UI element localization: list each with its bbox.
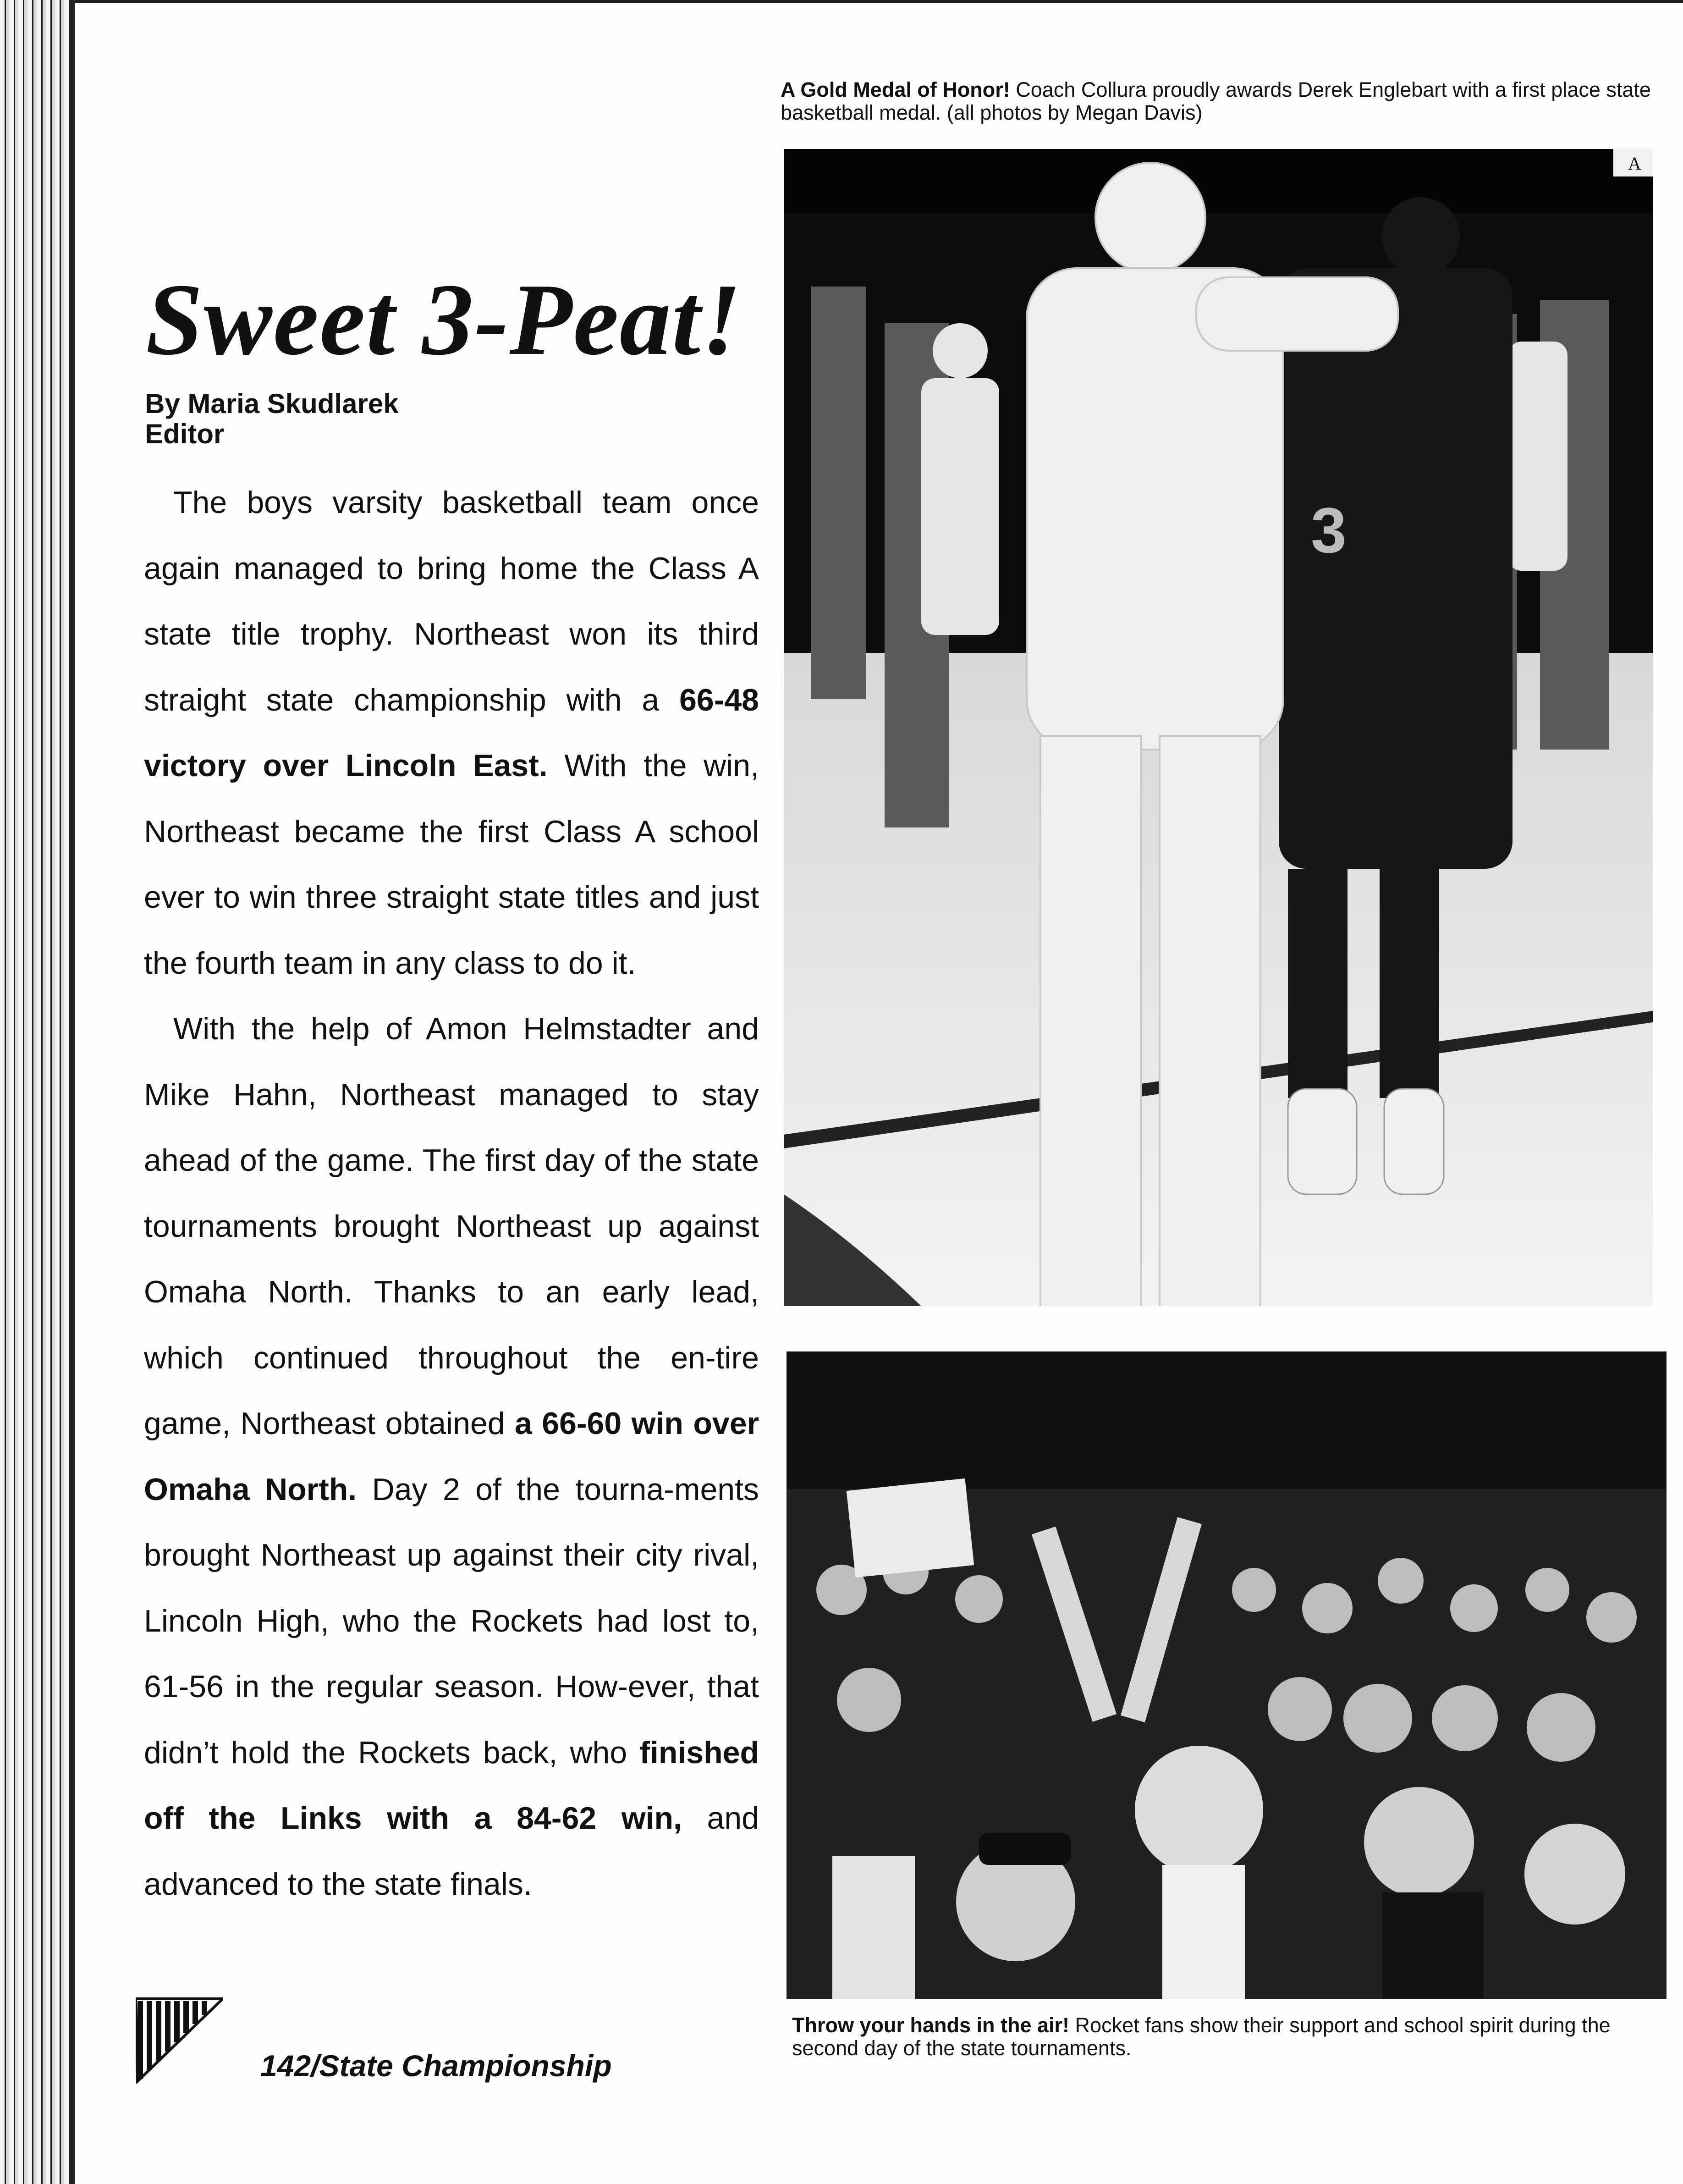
article-title: Sweet 3-Peat! xyxy=(146,263,742,376)
byline-author: By Maria Skudlarek xyxy=(145,388,399,419)
page-folio: 142/State Championship xyxy=(260,2049,612,2083)
bottom-photo-caption xyxy=(792,2014,1681,2060)
article-body xyxy=(144,470,759,1917)
article-text: and advanced to the state finals. xyxy=(144,1801,759,1902)
article-paragraph xyxy=(144,996,759,1917)
caption-text: Rocket fans show their support and school spirit during the second day of the state tournaments. xyxy=(792,2013,1611,2060)
page-binding-edge xyxy=(0,0,69,2184)
caption-lead: Throw your hands in the air! xyxy=(792,2013,1070,2037)
byline-role: Editor xyxy=(145,419,225,449)
article-text: The boys varsity basketball team once again managed to bring home the Class A state title trophy. Northeast won its third straight state championship with a xyxy=(144,485,759,717)
crowd-celebration-photo xyxy=(786,1351,1666,1999)
caption-text: Coach Collura proudly awards Derek Englebart with a first place state basketball medal. (all photos by Megan Davis) xyxy=(781,78,1651,124)
article-paragraph xyxy=(144,470,759,996)
medal-ceremony-photo-drawing xyxy=(784,149,1653,1306)
article-text: With the win, Northeast became the first Class A school ever to win three straight state titles and just the fourth team in any class to do it. xyxy=(144,748,759,981)
page-top-edge xyxy=(69,0,1683,3)
article-highlight: 66-48 victory over Lincoln East. xyxy=(144,682,759,783)
school-logo-icon xyxy=(136,1996,223,2084)
article-highlight: a 66-60 win over Omaha North. xyxy=(144,1406,759,1507)
article-text: With the help of Amon Helmstadter and Mike Hahn, Northeast managed to stay ahead of the game. The first day of the state tournaments brought Northeast up against Omaha North. Thanks to an early lead, which continued throughout the en-tire game, Northeast obtained xyxy=(144,1011,759,1441)
jersey-number: 3 xyxy=(1311,494,1347,566)
medal-ceremony-photo xyxy=(784,149,1653,1306)
photo-corner-mark: A xyxy=(1628,153,1641,174)
byline xyxy=(145,389,399,449)
article-text: Day 2 of the tourna-ments brought Northeast up against their city rival, Lincoln High, who the Rockets had lost to, 61-56 in the regular season. How-ever, that didn’t hold the Rockets back, who xyxy=(144,1472,759,1770)
top-photo-caption xyxy=(781,78,1679,124)
article-highlight: finished off the Links with a 84-62 win, xyxy=(144,1735,759,1836)
caption-lead: A Gold Medal of Honor! xyxy=(781,78,1010,101)
crowd-celebration-photo-drawing xyxy=(786,1351,1666,1999)
